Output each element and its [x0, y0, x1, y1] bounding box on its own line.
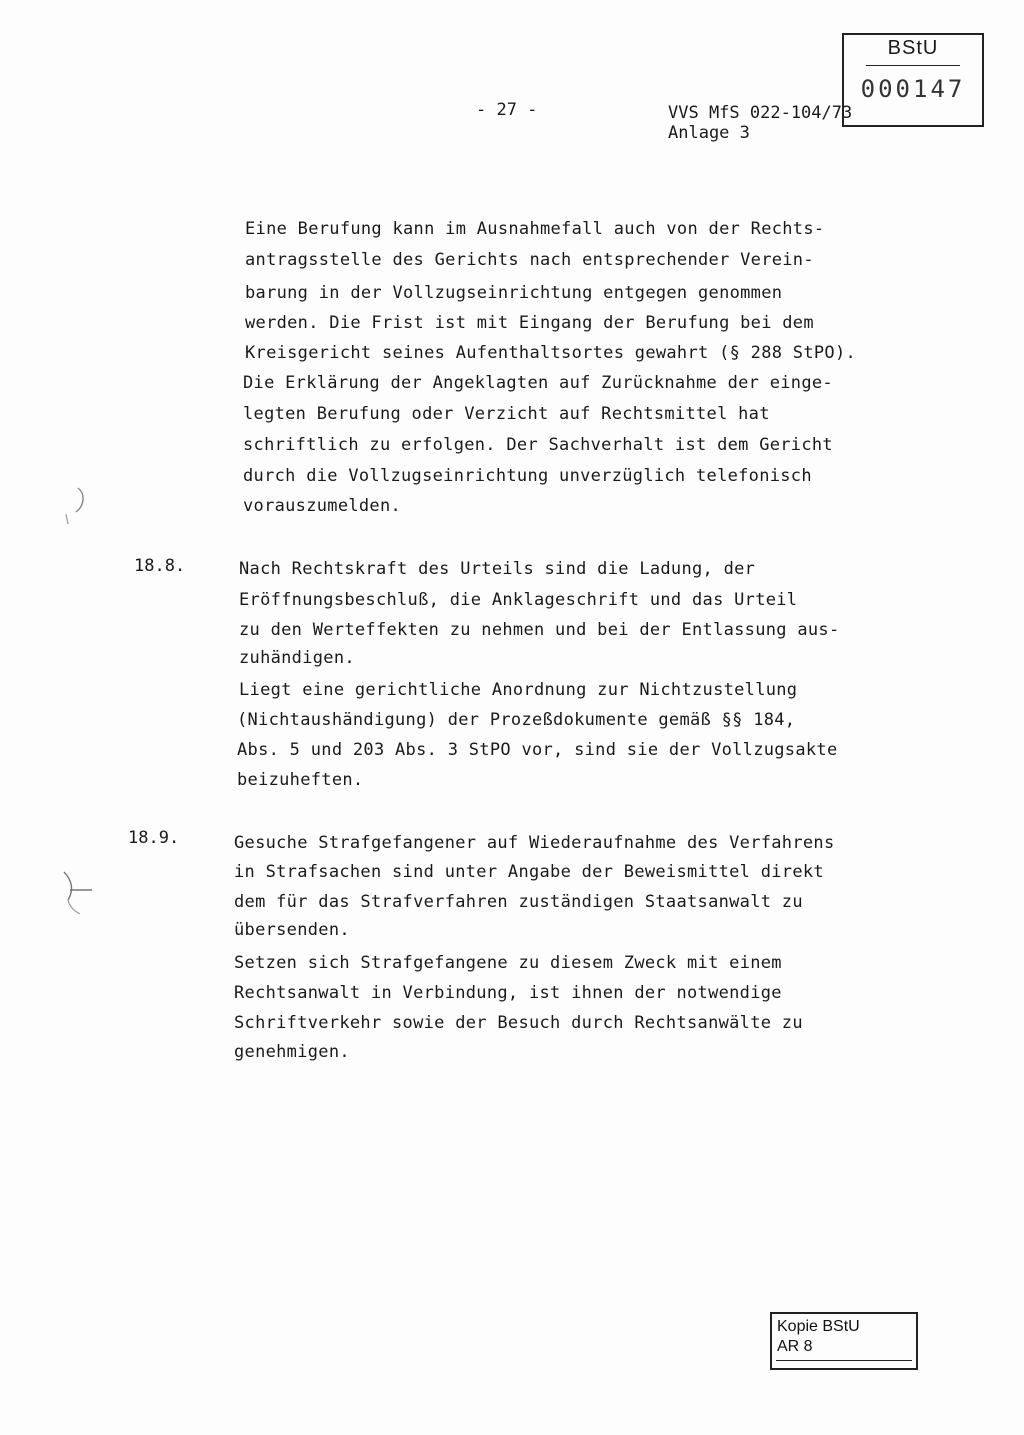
bstu-archive-stamp [842, 33, 984, 127]
section-number-18-9: 18.9. [128, 828, 180, 848]
handwritten-margin-mark [56, 866, 96, 918]
paragraph-line: zuhändigen. [239, 648, 355, 668]
paragraph-line: schriftlich zu erfolgen. Der Sachverhalt ist dem Gericht [243, 435, 833, 455]
paragraph-line: durch die Vollzugseinrichtung unverzüglich telefonisch [243, 466, 812, 486]
copy-stamp-line2: AR 8 [777, 1338, 813, 1355]
handwritten-margin-mark [58, 484, 92, 530]
paragraph-line: dem für das Strafverfahren zuständigen Staatsanwalt zu [234, 892, 803, 912]
section-number-18-8: 18.8. [134, 556, 186, 576]
paragraph-line: Eröffnungsbeschluß, die Anklageschrift und das Urteil [239, 590, 798, 610]
paragraph-line: Nach Rechtskraft des Urteils sind die Ladung, der [239, 559, 756, 579]
paragraph-line: antragsstelle des Gerichts nach entsprechender Verein- [245, 250, 814, 270]
paragraph-line: (Nichtaushändigung) der Prozeßdokumente gemäß §§ 184, [237, 710, 796, 730]
paragraph-line: Eine Berufung kann im Ausnahmefall auch von der Rechts- [245, 219, 825, 239]
paragraph-line: Abs. 5 und 203 Abs. 3 StPO vor, sind sie der Vollzugsakte [237, 740, 838, 760]
paragraph-line: Rechtsanwalt in Verbindung, ist ihnen der notwendige [234, 983, 782, 1003]
paragraph-line: barung in der Vollzugseinrichtung entgegen genommen [245, 283, 783, 303]
paragraph-line: Gesuche Strafgefangener auf Wiederaufnahme des Verfahrens [234, 833, 835, 853]
copy-stamp-divider [776, 1360, 912, 1361]
paragraph-line: werden. Die Frist ist mit Eingang der Berufung bei dem [245, 313, 814, 333]
copy-stamp [770, 1312, 918, 1370]
stamp-divider [866, 65, 960, 66]
paragraph-line: genehmigen. [234, 1042, 350, 1062]
document-reference: VVS MfS 022-104/73 [668, 103, 853, 123]
paragraph-line: legten Berufung oder Verzicht auf Rechtsmittel hat [243, 404, 770, 424]
paragraph-line: Setzen sich Strafgefangene zu diesem Zweck mit einem [234, 953, 782, 973]
paragraph-line: zu den Werteffekten zu nehmen und bei der Entlassung aus- [239, 620, 840, 640]
page-number: - 27 - [476, 100, 538, 120]
paragraph-line: in Strafsachen sind unter Angabe der Beweismittel direkt [234, 862, 824, 882]
paragraph-line: Schriftverkehr sowie der Besuch durch Rechtsanwälte zu [234, 1013, 803, 1033]
stamp-title: BStU [887, 37, 939, 59]
copy-stamp-line1: Kopie BStU [777, 1318, 860, 1335]
paragraph-line: übersenden. [234, 920, 350, 940]
attachment-label: Anlage 3 [668, 123, 750, 143]
stamp-archive-number: 000147 [860, 75, 966, 103]
paragraph-line: vorauszumelden. [243, 496, 402, 516]
paragraph-line: beizuheften. [237, 770, 364, 790]
paragraph-line: Kreisgericht seines Aufenthaltsortes gewahrt (§ 288 StPO). [245, 343, 857, 363]
paragraph-line: Die Erklärung der Angeklagten auf Zurücknahme der einge- [243, 373, 833, 393]
paragraph-line: Liegt eine gerichtliche Anordnung zur Nichtzustellung [239, 680, 798, 700]
